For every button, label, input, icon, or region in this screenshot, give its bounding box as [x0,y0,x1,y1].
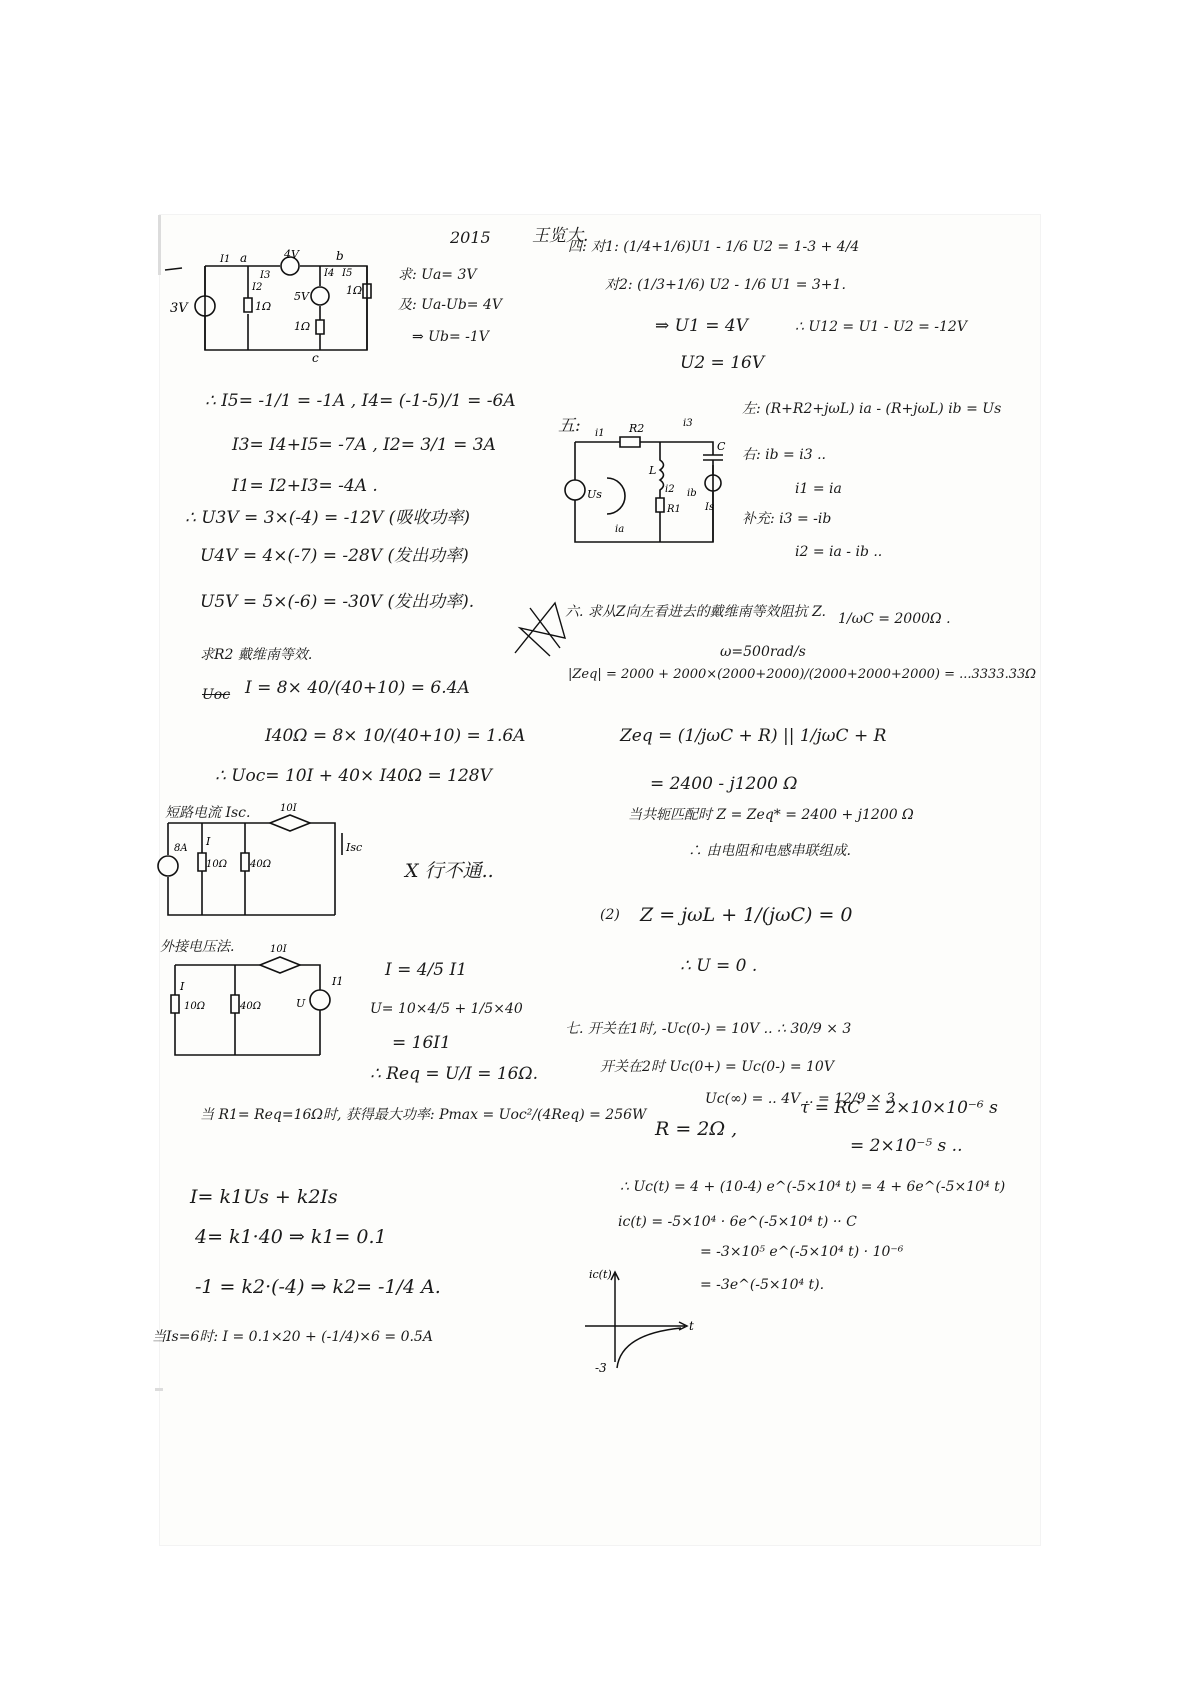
label-u: U [296,997,306,1010]
q6-match: 当共轭匹配时 Z = Zeq* = 2400 + j1200 Ω [628,807,914,823]
label-i5: I5 [342,268,353,279]
label-src: 8A [174,843,188,854]
q4-sol1: ⇒ U1 = 4V [655,316,748,336]
ic-graph [585,1262,705,1382]
q4-node2: 对2: (1/3+1/6) U2 - 1/6 U1 = 3+1. [605,277,846,293]
q2-current-i: I = 8× 40/(40+10) = 6.4A [245,678,470,698]
q7-line-d: R = 2Ω , [655,1118,738,1140]
label-4v: 4V [284,248,299,261]
label-10ohm: 10Ω [184,1001,206,1012]
q2-sc-note: X 行不通.. [405,860,494,882]
q2-title: 求R2 戴维南等效. [200,647,313,663]
q6-wc: 1/ωC = 2000Ω . [838,611,951,627]
q4-node1: 四: 对1: (1/4+1/6)U1 - 1/6 U2 = 1-3 + 4/4 [568,239,860,255]
q1-line1: 求: Ua= 3V [398,267,477,283]
q1-current-2: I3= I4+I5= -7A , I2= 3/1 = 3A [232,435,496,455]
label-i2: I2 [252,282,263,293]
label-r1: R1 [667,504,681,515]
q7-line-c: Uc(∞) = .. 4V .. = 12/9 × 3 [705,1091,896,1107]
label-is: Is [705,502,715,513]
q7-line-j: = -3e^(-5×10⁴ t). [700,1277,825,1293]
q5-eq4: 补充: i3 = -ib [742,511,832,527]
q7-line-g: ∴ Uc(t) = 4 + (10-4) e^(-5×10⁴ t) = 4 + 6e^(-5×10⁴ t) [620,1179,1006,1195]
label-c: C [717,440,726,453]
q3-line3: -1 = k2·(-4) ⇒ k2= -1/4 A. [195,1276,441,1298]
label-us: Us [587,488,602,501]
q7-line-h: ic(t) = -5×10⁴ · 6e^(-5×10⁴ t) ·· C [618,1214,857,1230]
q1-current-3: I1= I2+I3= -4A . [232,476,378,496]
q1-power-1: ∴ U3V = 3×(-4) = -12V (吸收功率) [185,508,470,528]
label-i: I [180,980,185,993]
q2-ext-3: = 16I1 [392,1033,451,1053]
label-i: I [206,835,211,848]
q5-eq2: 右: ib = i3 .. [742,447,826,463]
year: 2015 [450,228,491,247]
label-i3: i3 [683,418,693,429]
q1-current-1: ∴ I5= -1/1 = -1A , I4= (-1-5)/1 = -6A [205,391,516,411]
q1-power-2: U4V = 4×(-7) = -28V (发出功率) [200,546,469,566]
label-ia: ia [615,524,625,535]
label-r2: R2 [629,422,645,435]
scribble-mark [510,598,570,660]
q2-ext-title: 外接电压法. [160,939,235,955]
label-i4: I4 [324,268,335,279]
q7-line-b: 开关在2时 Uc(0+) = Uc(0-) = 10V [600,1059,834,1075]
node-a: a [240,251,248,265]
label-i3: I3 [260,270,271,281]
q3-line2: 4= k1·40 ⇒ k1= 0.1 [195,1226,387,1248]
q6-part2-label: (2) [600,907,620,923]
node-c: c [312,351,319,365]
q2-ext-2: U= 10×4/5 + 1/5×40 [370,1001,523,1017]
q2-pmax: 当 R1= Req=16Ω时, 获得最大功率: Pmax = Uoc²/(4Req) = 256W [200,1107,647,1123]
graph-y-label: ic(t) [589,1268,612,1281]
label-40ohm: 40Ω [250,859,272,870]
q4-sol2: U2 = 16V [680,353,765,373]
q2-sc-title: 短路电流 Isc. [165,805,251,821]
author-name: 王览大. [532,226,589,246]
label-r1b: 1Ω [294,320,311,333]
q1-line3: ⇒ Ub= -1V [412,329,489,345]
label-r1: 1Ω [255,300,272,313]
page-edge-bottom [155,1388,163,1391]
q3-line1: I= k1Us + k2Is [190,1186,338,1208]
q5-eq1: 左: (R+R2+jωL) ia - (R+jωL) ib = Us [742,401,1002,417]
label-i1: I1 [332,975,344,988]
q1-power-3: U5V = 5×(-6) = -30V (发出功率). [200,592,475,612]
q2-current-i40: I40Ω = 8× 10/(40+10) = 1.6A [265,726,526,746]
label-i1: i1 [595,428,605,439]
q7-line-i: = -3×10⁵ e^(-5×10⁴ t) · 10⁻⁶ [700,1244,904,1260]
q5-eq5: i2 = ia - ib .. [795,544,883,560]
label-10ohm: 10Ω [206,859,228,870]
q7-line-f: = 2×10⁻⁵ s .. [850,1136,963,1156]
circuit-q1 [160,248,390,365]
graph-min-label: -3 [595,1361,607,1375]
q6-zeq2: Zeq = (1/jωC + R) || 1/jωC + R [620,726,887,746]
q2-uoc: ∴ Uoc= 10I + 40× I40Ω = 128V [215,766,492,786]
label-r1c: 1Ω [346,284,363,297]
q2-ext-1: I = 4/5 I1 [385,960,468,980]
label-10i: 10I [270,944,287,955]
q5-eq3: i1 = ia [795,481,842,497]
graph-x-label: t [689,1319,694,1333]
label-3v: 3V [170,301,188,316]
label-isc: Isc [346,841,363,854]
q1-line2: 及: Ua-Ub= 4V [398,297,503,313]
q4-sol3: ∴ U12 = U1 - U2 = -12V [795,319,967,335]
label-l: L [649,464,657,477]
q6-composition: ∴ 由电阻和电感串联组成. [688,843,851,859]
label-10i: 10I [280,803,297,814]
label-ib: ib [687,488,697,499]
q6-zeq1: |Zeq| = 2000 + 2000×(2000+2000)/(2000+2000+2000) = ...3333.33Ω [568,667,1037,682]
q7-line-a: 七. 开关在1时, -Uc(0-) = 10V .. ∴ 30/9 × 3 [565,1021,852,1037]
q6-zeq3: = 2400 - j1200 Ω [650,774,798,794]
label-40ohm: 40Ω [240,1001,262,1012]
q5-title: 五: [558,416,581,436]
q6-u0: ∴ U = 0 . [680,956,758,976]
q6-title: 六. 求从Z向左看进去的戴维南等效阻抗 Z. [565,604,827,620]
label-i1: I1 [220,254,231,265]
q6-omega: ω=500rad/s [720,644,806,660]
q2-ext-4: ∴ Req = U/I = 16Ω. [370,1064,538,1084]
label-i2: i2 [665,484,675,495]
q2-struck-uoc: Uoc [202,687,231,703]
q6-part2-eq: Z = jωL + 1/(jωC) = 0 [640,904,853,926]
node-b: b [336,249,344,263]
label-5v: 5V [294,290,309,303]
q7-line-e: τ = RC = 2×10×10⁻⁶ s [800,1098,998,1118]
q3-line4: 当Is=6时: I = 0.1×20 + (-1/4)×6 = 0.5A [152,1329,433,1345]
circuit-q5 [565,420,725,548]
